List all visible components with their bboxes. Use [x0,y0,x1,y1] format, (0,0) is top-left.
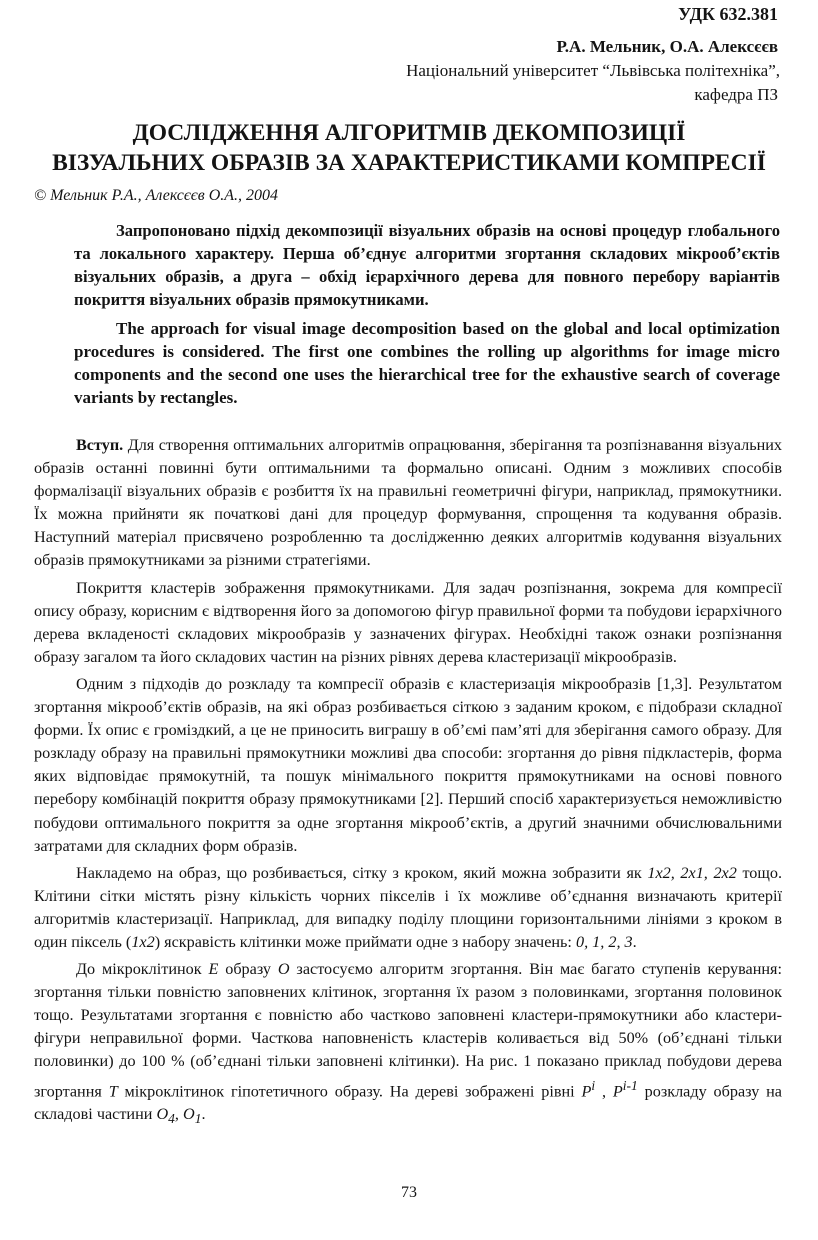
text-run: , [174,1105,183,1124]
paragraph-clusterization: Одним з підходів до розкладу та компресії образів є кластеризація мікрообразів [1,3]. Результатом згортання мікрооб’єктів образів, на які образ розбивається сіткою з заданим кроком, є підобрази складної форми. Їх опис є громіздкий, а це не приносить виграшу в об’ємі пам’яті для зберігання самого образу. Для розкладу образу на правильні прямокутники можливі два способи: згортання до рівня підкластерів, форма яких відповідає прямокутній, та пошук мінімального покриття прямокутниками на основі повного перебору комбінацій покриття образу прямокутниками [2]. Перший спосіб характеризується неможливістю побудови оптимального покриття за одне згортання мікрооб’єктів, а другий значними обчислювальними затратами для складних форм образів. [34,674,782,855]
udk-code: УДК 632.381 [678,4,778,24]
math-symbol-e: E [208,960,219,979]
article-body [34,434,782,1134]
abstract-ukrainian: Запропоновано підхід декомпозиції візуальних образів на основі процедур глобального та локального характеру. Перша об’єднує алгоритми згортання складових мікрооб’єктів візуальних образів, а друга – обхід ієрархічного дерева для повного перебору варіантів покриття візуальних образів прямокутниками. [74,221,780,309]
math-superscript: i [591,1077,596,1093]
introduction-text: Для створення оптимальних алгоритмів опрацювання, зберігання та розпізнавання візуальних образів останні повинні бути оптимальними та формально описані. Одним з можливих способів формалізації візуальних образів є розбиття їх на правильні геометричні фігури, наприклад, прямокутники. Їх можна прийняти як початкові дані для процедур формування, спрощення та кодування образів. Наступний матеріал присвячено розробленню та дослідженню деяких алгоритмів кодування візуальних образів прямокутниками за різними стратегіями. [34,436,783,570]
title-line-1: ДОСЛІДЖЕННЯ АЛГОРИТМІВ ДЕКОМПОЗИЦІЇ [132,120,686,146]
math-subscript: 4 [168,1111,175,1127]
math-superscript: i-1 [622,1077,638,1093]
introduction-heading: Вступ. [76,436,124,454]
affiliation-university: Національний університет “Львівська політехніка”, [406,61,780,80]
math-subscript: 1 [194,1111,202,1127]
text-run: , [595,1081,613,1100]
math-symbol-p: P [612,1081,623,1100]
math-values: 0, 1, 2, 3 [575,932,633,951]
text-run: До мікроклітинок [76,960,209,979]
abstract-english: The approach for visual image decomposition based on the global and local optimization procedures is considered. The first one combines the rolling up algorithms for image micro components and the second one uses the hierarchical tree for the exhaustive search of coverage variants by rectangles. [74,319,780,407]
paragraph-rolling-algorithm [34,958,782,1130]
math-grid-steps: 1x2, 2x1, 2x2 [647,863,737,882]
text-run: Накладемо на образ, що розбивається, сітку з кроком, який можна зобразити як [76,863,648,882]
text-run: розкладу образу на складові частини [34,1081,782,1124]
math-symbol-p: P [581,1081,592,1100]
text-run: . [632,932,637,951]
math-symbol-o: O [183,1105,195,1124]
text-run: тощо. Клітини сітки містять різну кількість чорних пікселів і їх можливе об’єднання визначають критерії алгоритмів кластеризації. Наприклад, для випадку поділу площини горизонтальними лініями з кроком в один піксель ( [34,863,782,951]
text-run: ) яскравість клітинки може приймати одне з набору значень: [154,932,576,951]
affiliation-department: кафедра ПЗ [694,85,778,104]
text-run: мікроклітинок гіпотетичного образу. На дереві зображені рівні [117,1081,582,1100]
text-run: образу [218,960,278,979]
math-symbol-o: O [277,960,290,979]
article-title [40,118,778,178]
math-symbol-o: O [156,1105,169,1124]
page-number: 73 [401,1184,417,1201]
authors: Р.А. Мельник, О.А. Алексєєв [556,37,778,56]
paragraph-cluster-coverage: Покриття кластерів зображення прямокутниками. Для задач розпізнання, зокрема для компресії опису образу, корисним є відтворення його за допомогою фігур правильної форми та побудови ієрархічного дерева вкладеності складових мікрообразів у зазначених фігурах. Необхідні також ознаки розпізнання образу загалом та його складових частин на різних рівнях дерева кластеризації мікрообразів. [34,578,782,666]
paragraph-introduction [34,434,782,573]
copyright-line: © Мельник Р.А., Алексєєв О.А., 2004 [34,187,279,204]
title-line-2: ВІЗУАЛЬНИХ ОБРАЗІВ ЗА ХАРАКТЕРИСТИКАМИ КОМПРЕСІЇ [52,150,766,176]
math-step: 1x2 [131,932,155,951]
text-run: застосуємо алгоритм згортання. Він має багато ступенів керування: згортання тільки повністю заповнених клітинок, згортання їх разом з половинками, згортання половинок тощо. Результатами згортання є повністю або частково заповнені кластери-прямокутники або кластери-фігури неправильної форми. Часткова наповненість кластерів коливається від 50% (об’єднані тільки половинки) до 100 % (об’єднані тільки заповнені клітинки). На рис. 1 показано приклад побудови дерева згортання [34,960,782,1100]
text-run: . [201,1105,206,1124]
math-symbol-t: T [108,1081,118,1100]
paragraph-grid-overlay [34,862,782,954]
